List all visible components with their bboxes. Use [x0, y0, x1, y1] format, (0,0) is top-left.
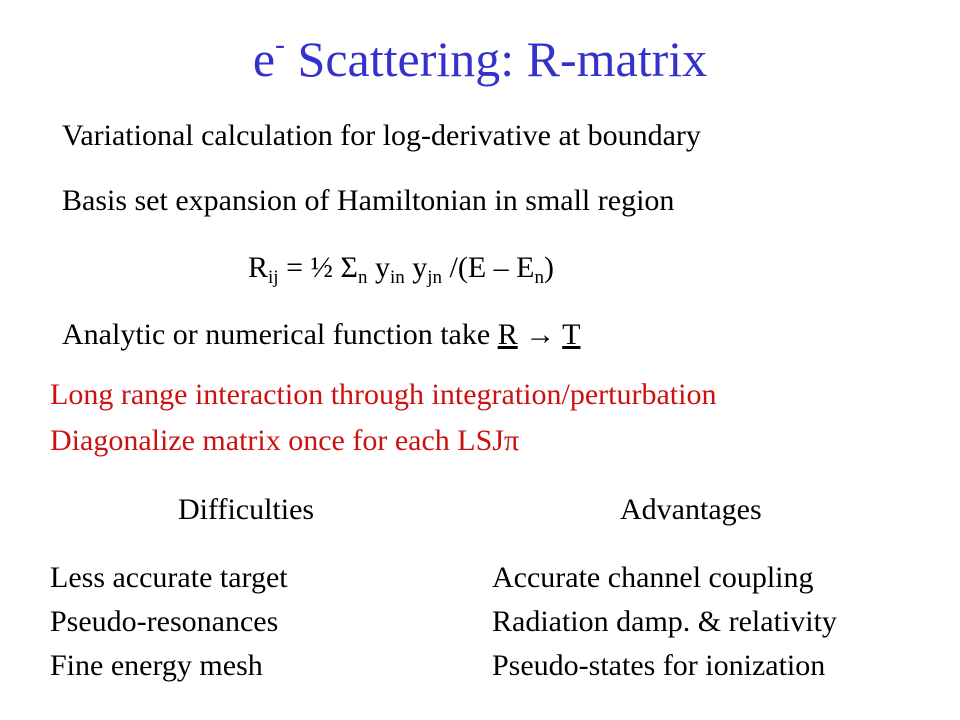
formula-close: ) [544, 251, 555, 284]
formula-sub-in: in [389, 267, 405, 288]
title-rest: Scattering: R-matrix [285, 31, 708, 87]
slide-title [0, 28, 960, 87]
analytic-r: R [497, 318, 518, 351]
bullet-variational: Variational calculation for log-derivative at boundary [62, 119, 701, 152]
difficulty-item: Less accurate target [50, 561, 288, 594]
formula-y2: y [404, 251, 428, 284]
analytic-line [62, 317, 581, 353]
difficulties-heading: Difficulties [178, 493, 315, 526]
title-superscript: - [275, 28, 286, 61]
difficulty-item: Fine energy mesh [50, 649, 263, 682]
formula-sub-ij: ij [268, 267, 279, 288]
long-range-line: Long range interaction through integration/perturbation [50, 378, 717, 411]
difficulty-item: Pseudo-resonances [50, 605, 279, 638]
advantage-item: Pseudo-states for ionization [492, 649, 826, 682]
formula-sum: = ½ Σ [278, 251, 358, 284]
bullet-basis-set: Basis set expansion of Hamiltonian in small region [62, 184, 675, 217]
title-prefix: e [252, 31, 276, 87]
analytic-text: Analytic or numerical function take [62, 318, 498, 351]
formula-sub-jn: jn [427, 267, 443, 288]
diagonalize-line: Diagonalize matrix once for each LSJπ [50, 424, 520, 457]
r-matrix-formula [248, 250, 554, 290]
formula-denominator: /(E – E [442, 251, 535, 284]
formula-sub-n: n [357, 267, 368, 288]
formula-y1: y [367, 251, 390, 284]
advantage-item: Radiation damp. & relativity [492, 605, 837, 638]
advantages-heading: Advantages [620, 493, 762, 526]
right-arrow-icon: → [517, 318, 563, 351]
formula-sub-n2: n [534, 267, 545, 288]
analytic-t: T [562, 318, 581, 351]
advantage-item: Accurate channel coupling [492, 561, 814, 594]
formula-r: R [248, 251, 269, 284]
